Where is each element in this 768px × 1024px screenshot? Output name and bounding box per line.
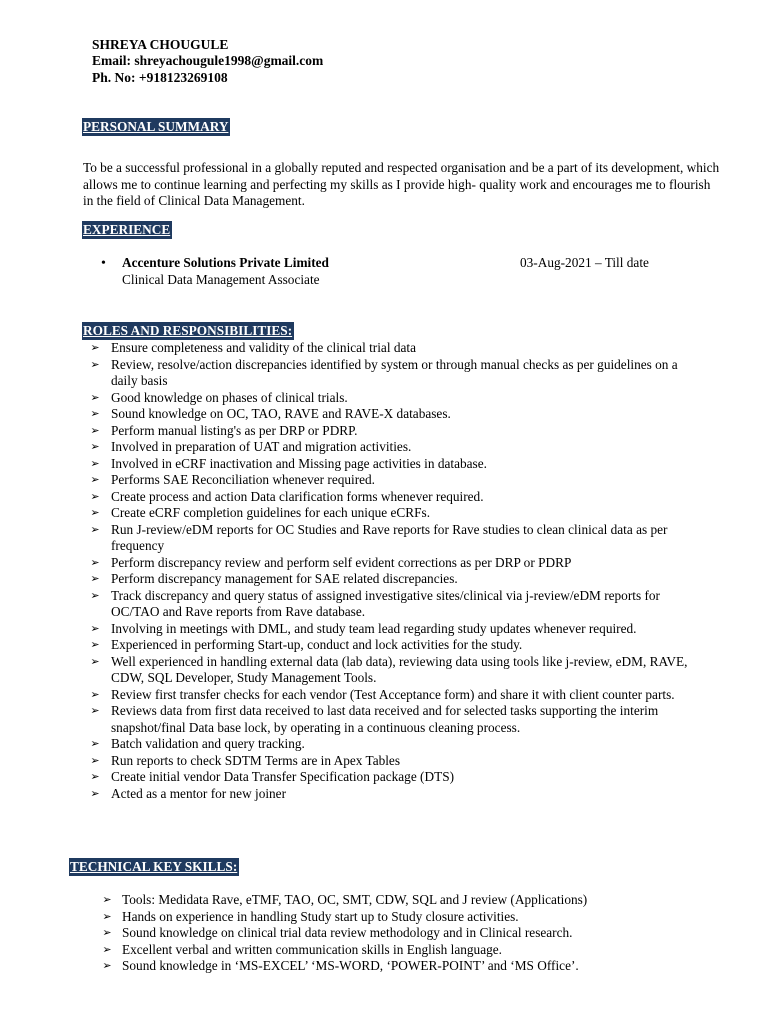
arrow-bullet-icon: ➢ bbox=[90, 407, 100, 420]
responsibility-item-text: Run reports to check SDTM Terms are in Apex Tables bbox=[111, 752, 401, 768]
arrow-bullet-icon: ➢ bbox=[90, 770, 100, 783]
responsibility-item-text: Sound knowledge on OC, TAO, RAVE and RAVE-X databases. bbox=[111, 406, 451, 421]
responsibility-item bbox=[89, 769, 689, 786]
responsibility-item-text: Perform manual listing's as per DRP or PDRP. bbox=[111, 422, 358, 438]
responsibility-item bbox=[89, 687, 689, 704]
skill-item-text: Hands on experience in handling Study start up to Study closure activities. bbox=[122, 908, 519, 924]
responsibility-item bbox=[89, 654, 689, 687]
arrow-bullet-icon: ➢ bbox=[90, 572, 100, 585]
responsibility-item-text: Create process and action Data clarification forms whenever required. bbox=[111, 488, 484, 504]
roles-heading: ROLES AND RESPONSIBILITIES: bbox=[83, 323, 293, 338]
responsibility-item bbox=[89, 340, 689, 357]
responsibility-item bbox=[89, 522, 689, 555]
responsibility-item-text: Batch validation and query tracking. bbox=[111, 736, 305, 751]
responsibility-item-text: Good knowledge on phases of clinical trials. bbox=[111, 389, 348, 405]
responsibility-item bbox=[89, 621, 689, 638]
responsibility-item-text: Perform discrepancy review and perform self evident corrections as per DRP or PDRP bbox=[111, 554, 572, 570]
responsibility-item bbox=[89, 753, 689, 770]
responsibility-item bbox=[89, 439, 689, 456]
skills-heading: TECHNICAL KEY SKILLS: bbox=[70, 859, 238, 874]
arrow-bullet-icon: ➢ bbox=[90, 621, 100, 635]
responsibility-item-text: Involved in eCRF inactivation and Missing page activities in database. bbox=[111, 455, 487, 471]
skill-item-text: Sound knowledge in ‘MS-EXCEL’ ‘MS-WORD, ‘POWER-POINT’ and ‘MS Office’. bbox=[122, 958, 579, 973]
responsibility-item-text: Involving in meetings with DML, and study team lead regarding study updates whenever required. bbox=[111, 620, 637, 636]
email-line: Email: shreyachougule1998@gmail.com bbox=[92, 53, 324, 68]
arrow-bullet-icon: ➢ bbox=[102, 959, 112, 972]
arrow-bullet-icon: ➢ bbox=[90, 489, 100, 503]
arrow-bullet-icon: ➢ bbox=[90, 704, 100, 717]
responsibility-item bbox=[89, 786, 689, 803]
responsibility-item bbox=[89, 505, 689, 522]
responsibility-item bbox=[89, 555, 689, 572]
arrow-bullet-icon: ➢ bbox=[102, 942, 112, 956]
arrow-bullet-icon: ➢ bbox=[90, 456, 100, 470]
responsibility-item-text: Create eCRF completion guidelines for each unique eCRFs. bbox=[111, 505, 431, 520]
responsibility-item bbox=[89, 406, 689, 423]
responsibility-item bbox=[89, 588, 689, 621]
experience-dates: 03-Aug-2021 – Till date bbox=[520, 255, 649, 270]
arrow-bullet-icon: ➢ bbox=[102, 893, 112, 906]
responsibility-item-text: Well experienced in handling external data (lab data), reviewing data using tools like j-review, eDM, RAVE, CDW, SQL Developer, Study Management Tools. bbox=[111, 653, 688, 685]
arrow-bullet-icon: ➢ bbox=[90, 506, 100, 519]
skills-list bbox=[101, 892, 661, 975]
responsibility-item bbox=[89, 637, 689, 654]
responsibility-item-text: Review, resolve/action discrepancies identified by system or through manual checks as per guidelines on a daily basis bbox=[111, 356, 678, 388]
responsibility-item bbox=[89, 456, 689, 473]
skill-item-text: Tools: Medidata Rave, eTMF, TAO, OC, SMT, CDW, SQL and J review (Applications) bbox=[122, 892, 588, 907]
phone-line: Ph. No: +918123269108 bbox=[92, 70, 228, 85]
skill-item bbox=[101, 925, 661, 942]
arrow-bullet-icon: ➢ bbox=[90, 786, 100, 800]
arrow-bullet-icon: ➢ bbox=[102, 926, 112, 939]
skill-item-text: Excellent verbal and written communication skills in English language. bbox=[122, 941, 502, 957]
experience-role: Clinical Data Management Associate bbox=[122, 272, 320, 287]
arrow-bullet-icon: ➢ bbox=[90, 440, 100, 453]
responsibility-item-text: Track discrepancy and query status of assigned investigative sites/clinical via j-review/eDM reports for OC/TAO and Rave reports from Rave database. bbox=[111, 587, 660, 619]
arrow-bullet-icon: ➢ bbox=[90, 555, 100, 569]
roles-list bbox=[89, 340, 689, 802]
arrow-bullet-icon: ➢ bbox=[90, 341, 100, 354]
responsibility-item-text: Run J-review/eDM reports for OC Studies and Rave reports for Rave studies to clean clinical data as per frequency bbox=[111, 521, 668, 553]
arrow-bullet-icon: ➢ bbox=[90, 473, 100, 486]
arrow-bullet-icon: ➢ bbox=[90, 522, 100, 536]
responsibility-item-text: Reviews data from first data received to last data received and for selected tasks supporting the interim snapshot/final Data base lock, by operating in a continuous cleaning process. bbox=[111, 703, 659, 735]
responsibility-item bbox=[89, 390, 689, 407]
arrow-bullet-icon: ➢ bbox=[90, 687, 100, 701]
responsibility-item bbox=[89, 703, 689, 736]
arrow-bullet-icon: ➢ bbox=[90, 753, 100, 767]
experience-heading: EXPERIENCE bbox=[83, 222, 171, 237]
responsibility-item-text: Create initial vendor Data Transfer Specification package (DTS) bbox=[111, 769, 455, 784]
responsibility-item-text: Review first transfer checks for each vendor (Test Acceptance form) and share it with client counter parts. bbox=[111, 686, 675, 702]
skill-item bbox=[101, 909, 661, 926]
skill-item bbox=[101, 892, 661, 909]
arrow-bullet-icon: ➢ bbox=[90, 638, 100, 651]
arrow-bullet-icon: ➢ bbox=[90, 588, 100, 602]
arrow-bullet-icon: ➢ bbox=[90, 423, 100, 437]
personal-summary-text: To be a successful professional in a globally reputed and respected organisation and be a part of its development, which allows me to continue learning and perfecting my skills as I provide high- quality work and encourages me to flourish in the field of Clinical Data Management. bbox=[83, 160, 720, 208]
responsibility-item-text: Involved in preparation of UAT and migration activities. bbox=[111, 439, 412, 454]
arrow-bullet-icon: ➢ bbox=[90, 390, 100, 404]
responsibility-item-text: Acted as a mentor for new joiner bbox=[111, 785, 287, 801]
responsibility-item bbox=[89, 736, 689, 753]
personal-summary-heading: PERSONAL SUMMARY bbox=[83, 119, 229, 134]
arrow-bullet-icon: ➢ bbox=[90, 737, 100, 750]
responsibility-item-text: Perform discrepancy management for SAE related discrepancies. bbox=[111, 571, 458, 586]
responsibility-item bbox=[89, 571, 689, 588]
responsibility-item bbox=[89, 423, 689, 440]
skill-item-text: Sound knowledge on clinical trial data review methodology and in Clinical research. bbox=[122, 925, 573, 940]
arrow-bullet-icon: ➢ bbox=[102, 909, 112, 923]
experience-company: Accenture Solutions Private Limited bbox=[122, 255, 329, 270]
responsibility-item bbox=[89, 357, 689, 390]
bullet-icon: • bbox=[101, 256, 106, 271]
responsibility-item-text: Experienced in performing Start-up, conduct and lock activities for the study. bbox=[111, 637, 523, 652]
arrow-bullet-icon: ➢ bbox=[90, 357, 100, 371]
skill-item bbox=[101, 958, 661, 975]
responsibility-item-text: Performs SAE Reconciliation whenever required. bbox=[111, 472, 376, 487]
skill-item bbox=[101, 942, 661, 959]
responsibility-item bbox=[89, 489, 689, 506]
candidate-name: SHREYA CHOUGULE bbox=[92, 37, 229, 52]
responsibility-item bbox=[89, 472, 689, 489]
arrow-bullet-icon: ➢ bbox=[90, 654, 100, 668]
responsibility-item-text: Ensure completeness and validity of the clinical trial data bbox=[111, 340, 416, 355]
